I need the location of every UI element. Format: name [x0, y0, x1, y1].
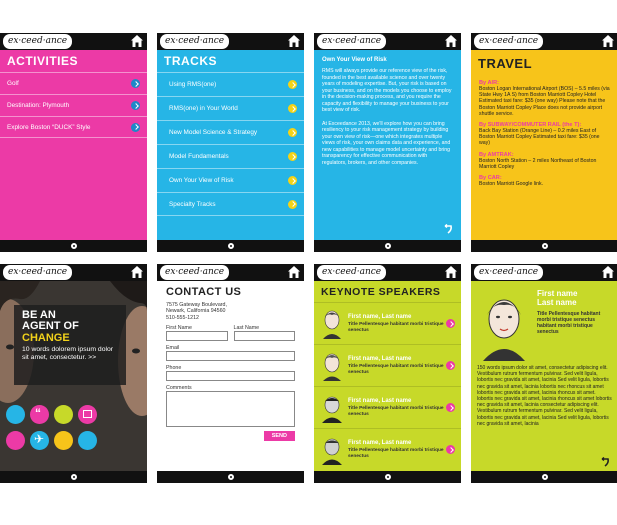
phone-field[interactable]: [166, 371, 295, 381]
phone-label: Phone: [166, 364, 182, 371]
speaker-name: First name, Last name: [348, 355, 412, 362]
home-button[interactable]: [69, 241, 79, 251]
app-logo: ex·ceed·ance: [160, 34, 229, 49]
chevron-right-icon: [131, 79, 140, 88]
speaker-row[interactable]: [314, 302, 461, 344]
page-title: TRACKS: [164, 54, 217, 68]
home-button[interactable]: [383, 241, 393, 251]
app-logo: ex·ceed·ance: [474, 265, 543, 280]
footer-bar: [157, 471, 304, 483]
app-header: [0, 264, 147, 281]
track-item[interactable]: [157, 168, 304, 192]
footer-bar: [314, 240, 461, 252]
section-text: Back Bay Station (Orange Line) – 0.2 miles East of Boston Marriott Copley Estimated taxi fare: $35 (one way): [479, 128, 600, 147]
chevron-right-icon: [446, 319, 455, 328]
speaker-portrait: [320, 351, 344, 381]
app-logo: ex·ceed·ance: [160, 265, 229, 280]
chevron-right-icon: [446, 361, 455, 370]
track-item[interactable]: [157, 96, 304, 120]
home-button[interactable]: [226, 472, 236, 482]
page-title: KEYNOTE SPEAKERS: [321, 286, 441, 298]
list-item-plymouth[interactable]: [0, 94, 147, 116]
send-button[interactable]: SEND: [264, 431, 295, 441]
quote-icon[interactable]: “: [30, 405, 49, 424]
footer-bar: [0, 471, 147, 483]
name-row: [166, 321, 295, 341]
chevron-right-icon: [288, 176, 297, 185]
list-item-label: Own Your View of Risk: [169, 177, 234, 184]
activities-phone: [0, 33, 147, 252]
list-item-label: Destination: Plymouth: [7, 102, 70, 109]
speaker-title: Title Pellentesque habitant morbi tristique senectus: [348, 321, 444, 333]
chevron-right-icon: [288, 80, 297, 89]
phone-icon[interactable]: [78, 431, 97, 450]
home-button[interactable]: [383, 472, 393, 482]
phone-number: 510-555-1212: [166, 314, 199, 321]
speaker-portrait: [477, 289, 531, 361]
speaker-bio: 150 words ipsum dolor sit amet, consectetur adipiscing elit. Vestibulum rutrum fermentum pulvinar. Sed velit ligula, lobortis nec gravida sit amet, lacinia Sed velit ligula, lobortis nec gravida sit amet, lacinia lobortis nec rhoncus sit amet lobortis nec gravida sit amet, lacinia rhoncus sit amet. lobortis nec gravida sit amet, lacinia rhoncus sit amet lobortis nec gravida sit amet, lacinia consectetur adipiscing elit. Vestibulum rutrum fermentum pulvinar. Sed velit ligula, lobortis nec gravida sit amet, lacinia Sed velit ligula, lobortis nec gravida sit amet, lacinia: [477, 365, 612, 427]
first-name-label: First Name: [166, 324, 192, 331]
list-item-duck[interactable]: [0, 116, 147, 138]
last-name-label: Last Name: [233, 324, 260, 331]
home-button[interactable]: [226, 241, 236, 251]
speaker-header: [471, 281, 617, 361]
speaker-row[interactable]: [314, 344, 461, 386]
body-paragraph: RMS will always provide our reference view of the risk, founded in the best available science and over twenty years of modeling expertise. But, your risk is based on your business, and on the models you choose to employ in the decision-making process, and you require the capacity and flexibility to manage your business to your best view of risk.: [322, 68, 452, 113]
app-header: [314, 33, 461, 50]
comments-label: Comments: [166, 384, 192, 391]
back-arrow-icon[interactable]: [443, 224, 453, 234]
speaker-title: Title Pellentesque habitant morbi tristique senectus: [348, 405, 444, 417]
section-text: Boston Logan International Airport (BOS) – 5.5 miles (via State Hwy 1A S) from Boston Marriott Copley Hotel Estimated taxi fare: $35 (one way) Please note that the Boston Marriott Copley Place does not provide airport shuttle service.: [479, 86, 610, 117]
contact-screen: [157, 281, 304, 471]
body-paragraph: At Exceedance 2013, we'll explore how you can bring resiliency to your risk management strategy by building your own view of risk—one which integrates multiple views of risk, your own claims data and experience, and new capabilities to manage model uncertainty and bring transparency for effective communication with regulators, brokers, and other companies.: [322, 120, 451, 166]
address: [166, 302, 295, 321]
speaker-portrait: [320, 435, 344, 465]
plane-icon[interactable]: ✈: [30, 431, 49, 450]
list-item-label: RMS(one) in Your World: [169, 105, 238, 112]
speaker-detail-screen: [471, 281, 617, 471]
app-logo: ex·ceed·ance: [317, 34, 386, 49]
list-item-golf[interactable]: [0, 72, 147, 94]
last-name-field[interactable]: [234, 331, 296, 341]
comments-field[interactable]: [166, 391, 295, 427]
speaker-detail-phone: [471, 264, 617, 483]
home-button[interactable]: [69, 472, 79, 482]
speaker-row[interactable]: [314, 386, 461, 428]
speaker-portrait: [320, 393, 344, 423]
section-heading: By CAR:: [479, 175, 502, 182]
app-logo: ex·ceed·ance: [317, 265, 386, 280]
activities-screen: [0, 50, 147, 240]
speaker-title: Title Pellentesque habitant morbi tristique senectus: [348, 447, 444, 459]
chevron-right-icon: [288, 152, 297, 161]
footer-bar: [0, 240, 147, 252]
wave-icon[interactable]: [6, 405, 25, 424]
home-icon[interactable]: [287, 34, 301, 48]
address-line: Newark, California 94560: [166, 308, 226, 315]
chevron-right-icon: [288, 104, 297, 113]
travel-phone: [471, 33, 617, 252]
app-logo: ex·ceed·ance: [3, 34, 72, 49]
section-text: Boston North Station – 2 miles Northeast of Boston Marriott Copley: [479, 157, 597, 170]
home-icon[interactable]: [601, 34, 615, 48]
footer-bar: [471, 471, 617, 483]
first-name-field[interactable]: [166, 331, 228, 341]
home-button[interactable]: [540, 241, 550, 251]
chevron-right-icon: [288, 128, 297, 137]
email-field[interactable]: [166, 351, 295, 361]
travel-screen: [471, 50, 617, 240]
home-icon[interactable]: [130, 34, 144, 48]
app-header: [471, 264, 617, 281]
page-title: TRAVEL: [478, 56, 533, 71]
app-header: [0, 33, 147, 50]
home-button[interactable]: [540, 472, 550, 482]
email-label: Email: [166, 344, 180, 351]
speaker-name: First name, Last name: [348, 397, 412, 404]
home-icon[interactable]: [287, 265, 301, 279]
home-icon[interactable]: [601, 265, 615, 279]
track-item[interactable]: [157, 72, 304, 96]
footer-bar: [471, 240, 617, 252]
agent-screen: [0, 281, 147, 471]
keynote-screen: [314, 281, 461, 471]
tracks-phone: [157, 33, 304, 252]
section-text: Boston Marriott Google link.: [479, 181, 544, 188]
golf-icon[interactable]: [6, 431, 25, 450]
track-item[interactable]: [157, 192, 304, 216]
list-item-label: Explore Boston “DUCK” Style: [7, 123, 91, 131]
app-header: [471, 33, 617, 50]
headline-line: BE AN: [22, 309, 56, 321]
page-title: CONTACT US: [166, 286, 242, 298]
app-logo: ex·ceed·ance: [474, 34, 543, 49]
section-heading: By AIR:: [479, 80, 499, 86]
list-item-label: Using RMS(one): [169, 81, 217, 88]
chevron-right-icon: [288, 200, 297, 209]
pencil-icon[interactable]: [54, 405, 73, 424]
app-logo: ex·ceed·ance: [3, 265, 72, 280]
speaker-name: First name, Last name: [348, 313, 412, 320]
agent-phone: [0, 264, 147, 483]
app-icon-grid: [6, 405, 126, 465]
section-heading: Own Your View of Risk: [322, 57, 387, 63]
home-icon[interactable]: [130, 265, 144, 279]
list-item-label: Model Fundamentals: [169, 153, 229, 160]
speaker-portrait: [320, 309, 344, 339]
list-item-label: Golf: [7, 80, 19, 87]
chevron-right-icon: [446, 445, 455, 454]
app-header: [157, 264, 304, 281]
chevron-right-icon: [446, 403, 455, 412]
list-item-label: Specialty Tracks: [169, 200, 216, 208]
headline-line: AGENT OF: [22, 320, 79, 332]
tracks-screen: [157, 50, 304, 240]
track-item[interactable]: [157, 144, 304, 168]
address-line: 7575 Gateway Boulevard,: [166, 302, 227, 308]
speaker-row[interactable]: [314, 428, 461, 470]
app-header: [157, 33, 304, 50]
speaker-name: First name, Last name: [348, 439, 412, 446]
risk-screen: [314, 50, 461, 240]
calendar-icon[interactable]: [78, 405, 97, 424]
footer-bar: [157, 240, 304, 252]
chevron-right-icon: [131, 101, 140, 110]
section-heading: By AMTRAK:: [479, 151, 514, 158]
section-heading: By SUBWAY/COMMUTER RAIL (the T):: [479, 122, 582, 129]
risk-phone: [314, 33, 461, 252]
speaker-last-name: Last name: [537, 298, 577, 307]
list-item-label: New Model Science & Strategy: [169, 129, 258, 136]
page-title: ACTIVITIES: [7, 54, 79, 68]
document-icon[interactable]: [54, 431, 73, 450]
footer-bar: [314, 471, 461, 483]
headline-panel: [14, 305, 126, 385]
keynote-phone: [314, 264, 461, 483]
home-icon[interactable]: [444, 34, 458, 48]
contact-phone: [157, 264, 304, 483]
app-header: [314, 264, 461, 281]
speaker-title: Title Pellentesque habitant morbi tristique senectus habitant morbi tristique senectus: [537, 311, 601, 335]
chevron-right-icon: [131, 123, 140, 132]
back-arrow-icon[interactable]: [600, 457, 610, 467]
speaker-title: Title Pellentesque habitant morbi tristique senectus: [348, 363, 444, 375]
headline-highlight: CHANGE: [22, 332, 70, 344]
tagline[interactable]: 10 words dolorem ipsum dolor sit amet, consectetur. >>: [22, 346, 114, 361]
track-item[interactable]: [157, 120, 304, 144]
speaker-first-name: First name: [537, 289, 578, 298]
home-icon[interactable]: [444, 265, 458, 279]
